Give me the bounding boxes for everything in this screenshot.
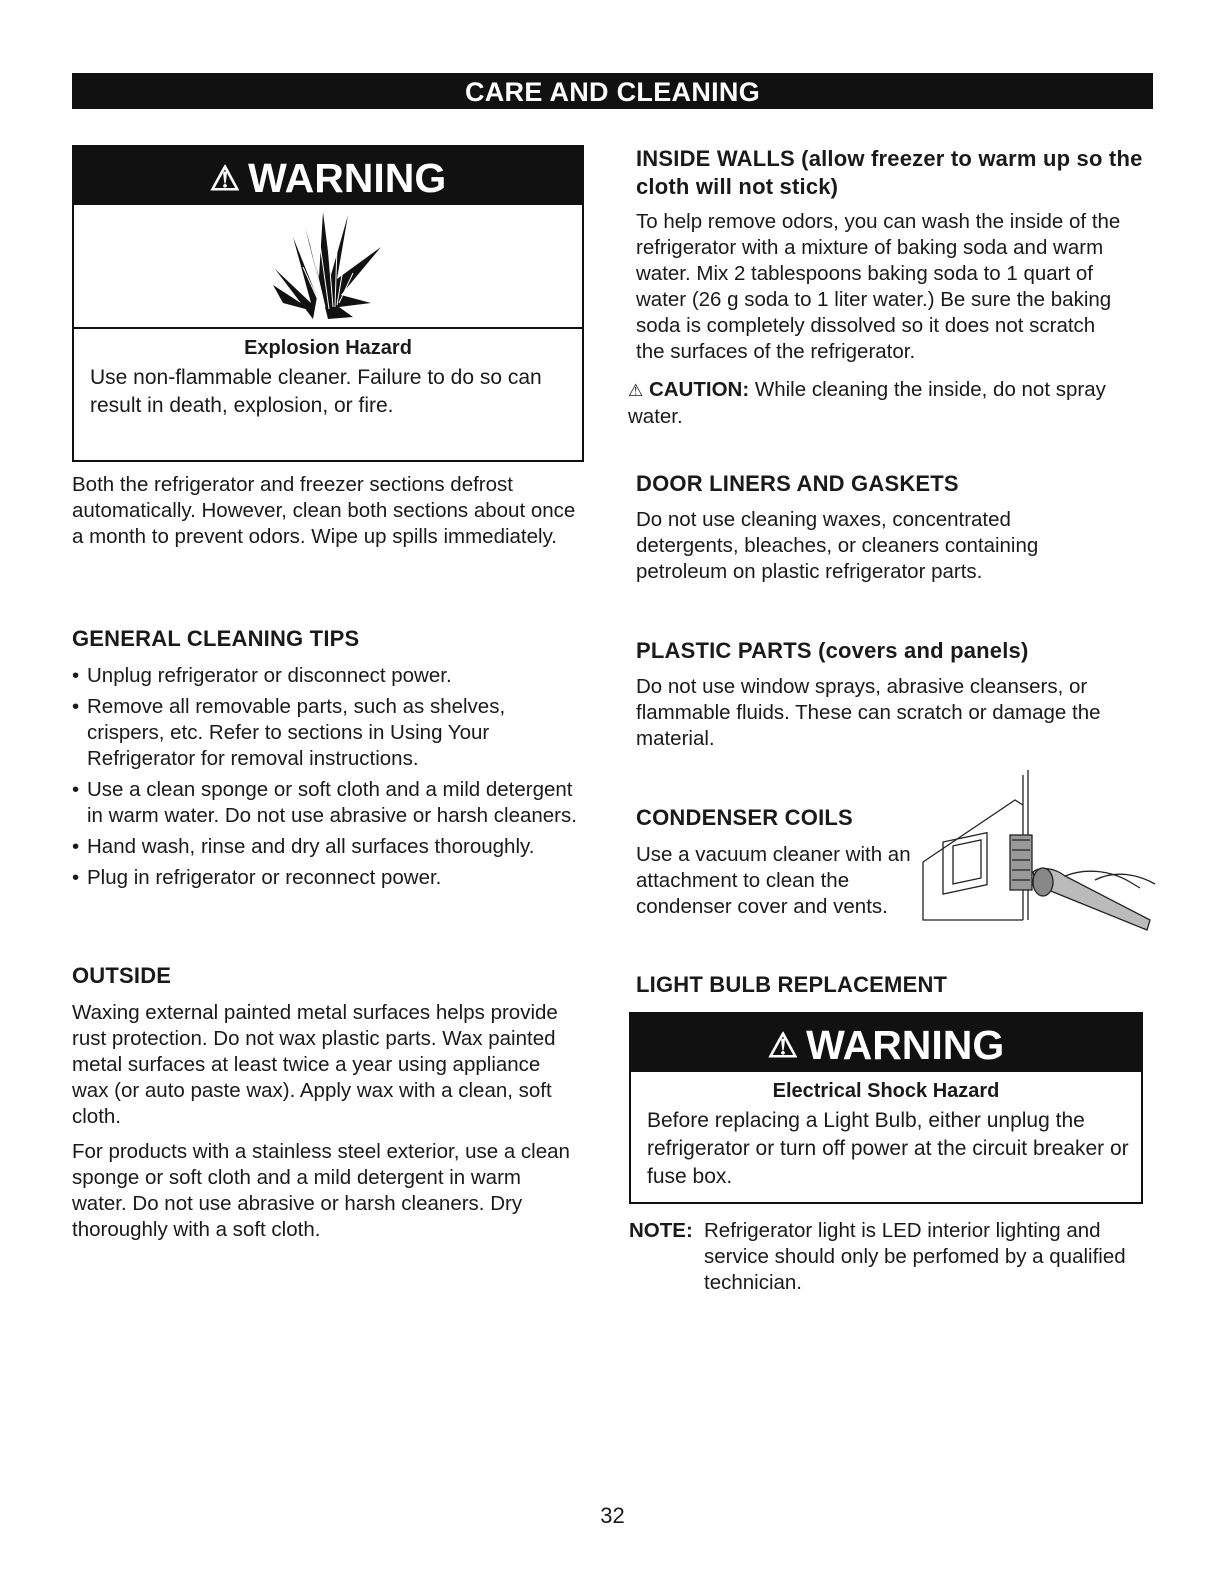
warning-triangle-icon: ⚠ — [209, 160, 241, 198]
hazard-title: Electrical Shock Hazard — [772, 1080, 1000, 1102]
condenser-heading: CONDENSER COILS — [636, 805, 853, 830]
caution-note — [628, 377, 1151, 430]
explosion-icon — [74, 205, 582, 329]
door-liners-heading: DOOR LINERS AND GASKETS — [636, 471, 959, 496]
warning-header — [631, 1014, 1141, 1072]
intro-paragraph: Both the refrigerator and freezer sections defrost automatically. However, clean both sections about once a month to prevent odors. Wipe up spills immediately. — [72, 473, 576, 548]
warning-label: WARNING — [806, 1022, 1005, 1068]
caution-label: CAUTION: — [648, 378, 750, 401]
plastic-parts-paragraph: Do not use window sprays, abrasive cleansers, or flammable fluids. These can scratch or damage the material. — [636, 675, 1101, 750]
note-label: NOTE: — [629, 1219, 693, 1242]
explosion-warning-box — [72, 145, 584, 462]
list-item: • Unplug refrigerator or disconnect power. — [72, 663, 582, 689]
electrical-warning-box — [629, 1012, 1143, 1204]
list-item: • Plug in refrigerator or reconnect power. — [72, 865, 582, 891]
general-cleaning-heading: GENERAL CLEANING TIPS — [72, 626, 360, 651]
list-item: • Remove all removable parts, such as shelves, crispers, etc. Refer to sections in Using Your Refrigerator for removal instructions. — [72, 694, 582, 772]
inside-walls-paragraph: To help remove odors, you can wash the inside of the refrigerator with a mixture of baking soda and warm water. Mix 2 tablespoons baking soda to 1 quart of water (26 g soda to 1 liter water.) Be sure the baking soda is completely dissolved so it does not scratch the surfaces of the refrigerator. — [636, 210, 1121, 363]
warning-label: WARNING — [248, 155, 447, 201]
list-item: • Use a clean sponge or soft cloth and a mild detergent in warm water. Do not use abrasive or harsh cleaners. — [72, 777, 582, 829]
outside-paragraph-1: Waxing external painted metal surfaces helps provide rust protection. Do not wax plastic parts. Wax painted metal surfaces at least twice a year using appliance wax (or auto paste wax). Apply wax with a clean, soft cloth. — [72, 1001, 558, 1128]
condenser-paragraph: Use a vacuum cleaner with an attachment to clean the condenser cover and vents. — [636, 843, 911, 918]
page-title: CARE AND CLEANING — [72, 73, 1153, 109]
caution-text: While cleaning the inside, do not spray water. — [628, 378, 1106, 428]
outside-heading: OUTSIDE — [72, 963, 172, 988]
warning-triangle-icon: ⚠ — [767, 1027, 799, 1065]
inside-walls-heading: INSIDE WALLS (allow freezer to warm up so the cloth will not stick) — [636, 146, 1143, 199]
warning-body: Before replacing a Light Bulb, either unplug the refrigerator or turn off power at the circuit breaker or fuse box. — [647, 1109, 1129, 1188]
list-item: • Hand wash, rinse and dry all surfaces thoroughly. — [72, 834, 582, 860]
caution-triangle-icon: ⚠ — [628, 381, 644, 400]
light-bulb-heading: LIGHT BULB REPLACEMENT — [636, 972, 948, 997]
note-text: Refrigerator light is LED interior lighting and service should only be perfomed by a qualified technician. — [704, 1219, 1126, 1294]
hazard-title: Explosion Hazard — [244, 337, 412, 359]
plastic-parts-heading: PLASTIC PARTS (covers and panels) — [636, 638, 1029, 663]
general-cleaning-list — [72, 663, 582, 896]
vacuum-condenser-illustration — [915, 770, 1160, 935]
warning-body: Use non-flammable cleaner. Failure to do so can result in death, explosion, or fire. — [90, 366, 542, 417]
note-block — [629, 1218, 1149, 1296]
page-number: 32 — [600, 1503, 625, 1528]
outside-paragraph-2: For products with a stainless steel exterior, use a clean sponge or soft cloth and a mild detergent in warm water. Do not use abrasive or harsh cleaners. Dry thoroughly with a soft cloth. — [72, 1140, 570, 1241]
warning-header — [74, 147, 582, 205]
door-liners-paragraph: Do not use cleaning waxes, concentrated detergents, bleaches, or cleaners containing petroleum on plastic refrigerator parts. — [636, 508, 1039, 583]
